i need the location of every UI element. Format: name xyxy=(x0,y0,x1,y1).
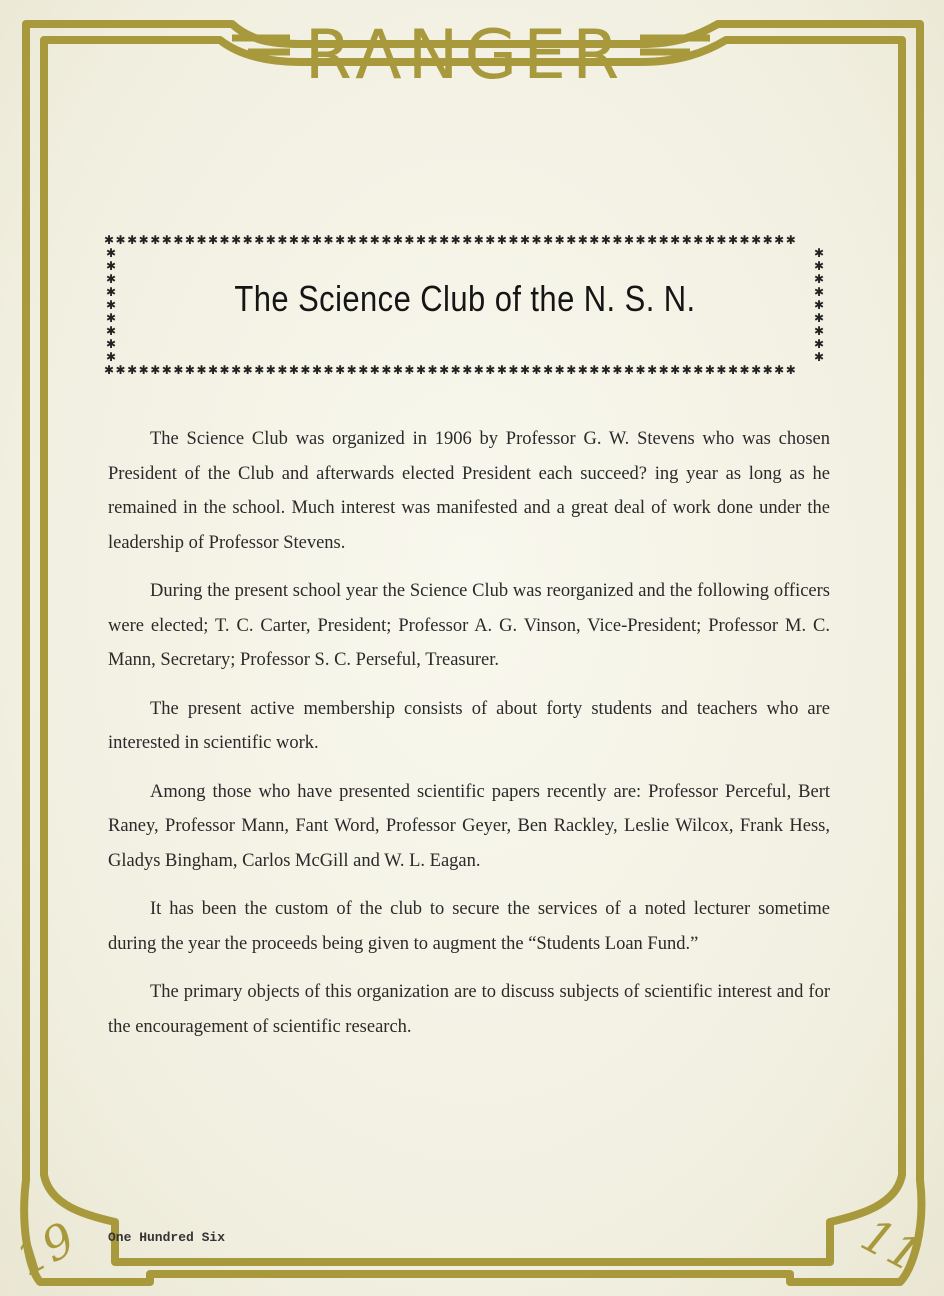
ornament-border-bottom: ✱✱✱✱✱✱✱✱✱✱✱✱✱✱✱✱✱✱✱✱✱✱✱✱✱✱✱✱✱✱✱✱✱✱✱✱✱✱✱✱✱✱✱✱✱✱✱✱✱✱✱✱✱✱✱✱✱✱✱✱ xyxy=(104,363,798,377)
paragraph-4: Among those who have presented scientific papers recently are: Professor Perceful, Bert Raney, Professor Mann, Fant Word, Professor Geyer, Ben Rackley, Leslie Wilcox, Frank Hess, Gladys Bingham, Carlos McGill and W. L. Eagan. xyxy=(108,781,830,871)
paragraph-2: During the present school year the Science Club was reorganized and the following officers were elected; T. C. Carter, President; Professor A. G. Vinson, Vice-President; Professor M. C. Mann, Secretary; Professor S. C. Perseful, Treasurer. xyxy=(108,581,830,670)
paragraph-3: The present active membership consists of about forty students and teachers who are interested in scientific work. xyxy=(108,698,830,753)
masthead-title: RANGER xyxy=(304,16,626,95)
title-box xyxy=(104,233,826,377)
article-body xyxy=(108,422,830,1058)
ornament-border-top: ✱✱✱✱✱✱✱✱✱✱✱✱✱✱✱✱✱✱✱✱✱✱✱✱✱✱✱✱✱✱✱✱✱✱✱✱✱✱✱✱✱✱✱✱✱✱✱✱✱✱✱✱✱✱✱✱✱✱✱✱ xyxy=(104,233,798,247)
paragraph-5: It has been the custom of the club to secure the services of a noted lecturer sometime during the year the proceeds being given to augment the “Students Loan Fund.” xyxy=(108,899,830,954)
paragraph-6: The primary objects of this organization are to discuss subjects of scientific interest and for the encouragement of scientific research. xyxy=(108,982,830,1037)
paragraph-1: The Science Club was organized in 1906 by Professor G. W. Stevens who was chosen President of the Club and afterwards elected President each succeed? ing year as long as he remained in the school. Much interest was manifested and a great deal of work done under the leadership of Professor Stevens. xyxy=(108,429,830,553)
year-right: 11 xyxy=(852,1207,930,1283)
ornament-border-left: ✱✱✱✱✱✱✱✱✱ xyxy=(105,247,117,363)
year-left: 19 xyxy=(6,1211,84,1287)
page-title: The Science Club of the N. S. N. xyxy=(234,278,696,319)
ornament-border-right: ✱✱✱✱✱✱✱✱✱ xyxy=(813,247,825,363)
page-number-label: One Hundred Six xyxy=(108,1230,226,1245)
